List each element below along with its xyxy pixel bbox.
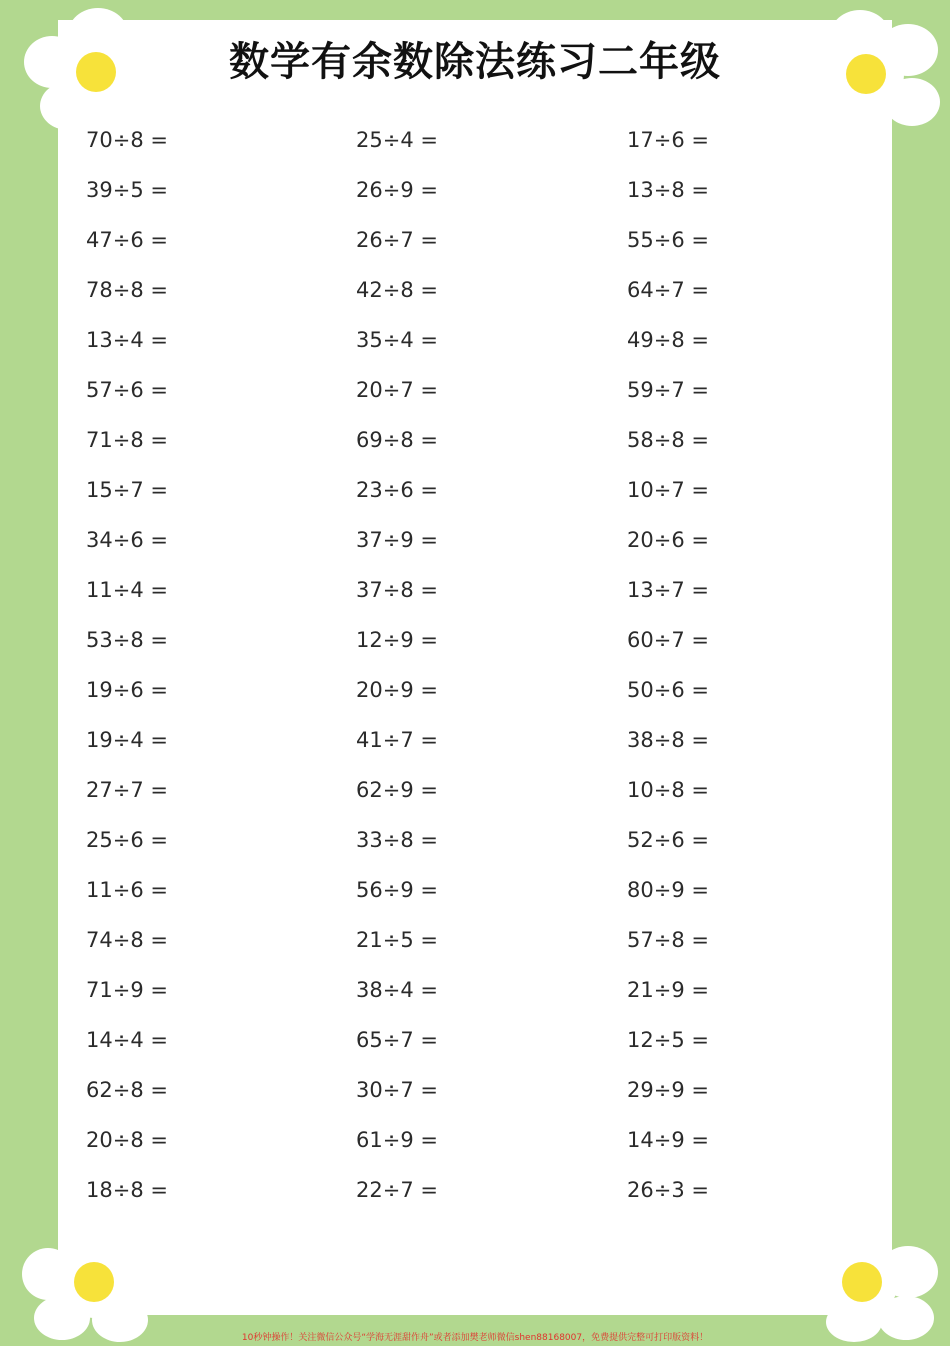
division-problem: 13÷7 =: [627, 578, 709, 602]
footer-note: 10秒钟操作！关注微信公众号“学海无涯甜作舟”或者添加樊老师微信shen88168007，免费提供完整可打印版资料！: [241, 1333, 709, 1343]
division-problem: 65÷7 =: [356, 1028, 438, 1052]
division-problem: 25÷6 =: [86, 828, 168, 852]
division-problem: 35÷4 =: [356, 328, 438, 352]
problem-grid: [86, 118, 886, 1218]
division-problem: 52÷6 =: [627, 828, 709, 852]
division-problem: 11÷6 =: [86, 878, 168, 902]
page-title: 数学有余数除法练习二年级: [229, 39, 721, 85]
division-problem: 18÷8 =: [86, 1178, 168, 1202]
division-problem: 30÷7 =: [356, 1078, 438, 1102]
division-problem: 71÷9 =: [86, 978, 168, 1002]
division-problem: 14÷4 =: [86, 1028, 168, 1052]
division-problem: 74÷8 =: [86, 928, 168, 952]
division-problem: 41÷7 =: [356, 728, 438, 752]
division-problem: 38÷8 =: [627, 728, 709, 752]
division-problem: 17÷6 =: [627, 128, 709, 152]
division-problem: 49÷8 =: [627, 328, 709, 352]
division-problem: 19÷4 =: [86, 728, 168, 752]
division-problem: 57÷8 =: [627, 928, 709, 952]
division-problem: 80÷9 =: [627, 878, 709, 902]
division-problem: 11÷4 =: [86, 578, 168, 602]
division-problem: 38÷4 =: [356, 978, 438, 1002]
flower-icon: [786, 1222, 950, 1342]
division-problem: 69÷8 =: [356, 428, 438, 452]
division-problem: 21÷9 =: [627, 978, 709, 1002]
division-problem: 13÷4 =: [86, 328, 168, 352]
division-problem: 26÷7 =: [356, 228, 438, 252]
division-problem: 21÷5 =: [356, 928, 438, 952]
division-problem: 20÷9 =: [356, 678, 438, 702]
division-problem: 19÷6 =: [86, 678, 168, 702]
division-problem: 47÷6 =: [86, 228, 168, 252]
division-problem: 22÷7 =: [356, 1178, 438, 1202]
division-problem: 10÷7 =: [627, 478, 709, 502]
division-problem: 78÷8 =: [86, 278, 168, 302]
division-problem: 10÷8 =: [627, 778, 709, 802]
division-problem: 62÷9 =: [356, 778, 438, 802]
division-problem: 62÷8 =: [86, 1078, 168, 1102]
division-problem: 26÷3 =: [627, 1178, 709, 1202]
division-problem: 15÷7 =: [86, 478, 168, 502]
division-problem: 20÷7 =: [356, 378, 438, 402]
division-problem: 34÷6 =: [86, 528, 168, 552]
division-problem: 57÷6 =: [86, 378, 168, 402]
division-problem: 23÷6 =: [356, 478, 438, 502]
division-problem: 27÷7 =: [86, 778, 168, 802]
division-problem: 26÷9 =: [356, 178, 438, 202]
division-problem: 12÷9 =: [356, 628, 438, 652]
division-problem: 37÷9 =: [356, 528, 438, 552]
division-problem: 70÷8 =: [86, 128, 168, 152]
division-problem: 29÷9 =: [627, 1078, 709, 1102]
division-problem: 64÷7 =: [627, 278, 709, 302]
division-problem: 13÷8 =: [627, 178, 709, 202]
division-problem: 56÷9 =: [356, 878, 438, 902]
division-problem: 37÷8 =: [356, 578, 438, 602]
division-problem: 61÷9 =: [356, 1128, 438, 1152]
division-problem: 20÷6 =: [627, 528, 709, 552]
division-problem: 58÷8 =: [627, 428, 709, 452]
division-problem: 71÷8 =: [86, 428, 168, 452]
division-problem: 20÷8 =: [86, 1128, 168, 1152]
division-problem: 39÷5 =: [86, 178, 168, 202]
flower-icon: [16, 1222, 166, 1342]
division-problem: 59÷7 =: [627, 378, 709, 402]
division-problem: 53÷8 =: [86, 628, 168, 652]
division-problem: 55÷6 =: [627, 228, 709, 252]
division-problem: 12÷5 =: [627, 1028, 709, 1052]
division-problem: 25÷4 =: [356, 128, 438, 152]
division-problem: 14÷9 =: [627, 1128, 709, 1152]
division-problem: 60÷7 =: [627, 628, 709, 652]
division-problem: 50÷6 =: [627, 678, 709, 702]
division-problem: 33÷8 =: [356, 828, 438, 852]
division-problem: 42÷8 =: [356, 278, 438, 302]
